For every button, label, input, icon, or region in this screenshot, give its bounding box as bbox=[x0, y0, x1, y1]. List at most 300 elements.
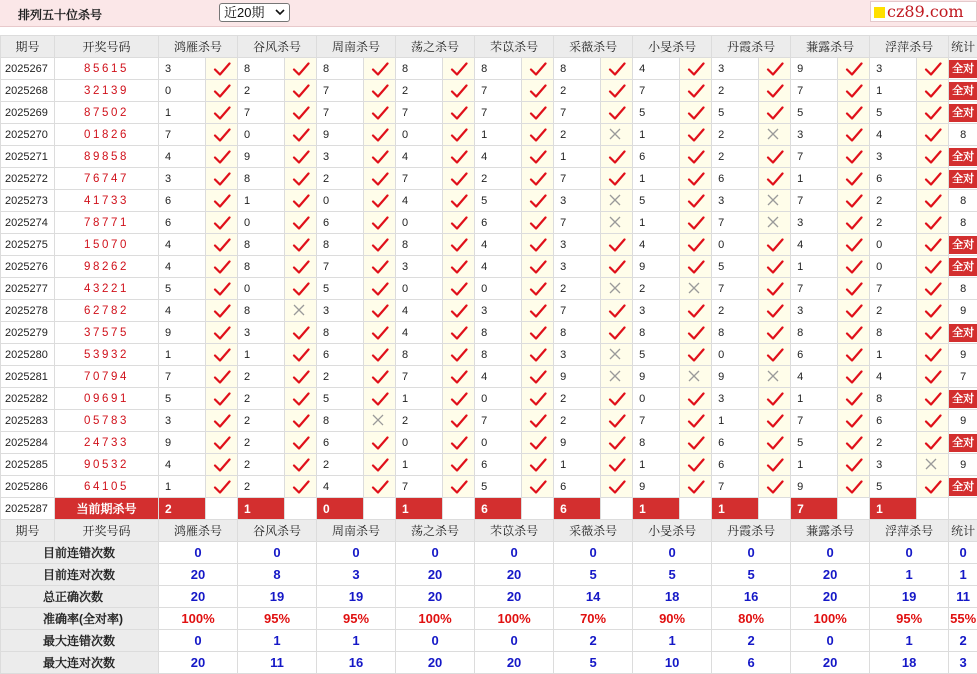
stats-value: 0 bbox=[396, 542, 475, 564]
kill-value: 6 bbox=[870, 410, 917, 432]
kill-value: 2 bbox=[870, 432, 917, 454]
check-icon bbox=[838, 80, 870, 102]
kill-value: 4 bbox=[159, 146, 206, 168]
check-icon bbox=[206, 410, 238, 432]
stats-value: 0 bbox=[159, 630, 238, 652]
stats-value: 5 bbox=[554, 564, 633, 586]
check-icon bbox=[522, 300, 554, 322]
check-icon bbox=[522, 168, 554, 190]
check-icon bbox=[680, 344, 712, 366]
table-row bbox=[1, 322, 977, 344]
draw-number: 41733 bbox=[55, 190, 159, 212]
draw-number: 76747 bbox=[55, 168, 159, 190]
check-icon bbox=[522, 476, 554, 498]
current-kill-blank bbox=[601, 498, 633, 520]
kill-value: 1 bbox=[791, 168, 838, 190]
stats-total: 3 bbox=[949, 652, 977, 674]
all-correct-badge: 全对 bbox=[949, 170, 977, 188]
check-icon bbox=[206, 124, 238, 146]
kill-value: 0 bbox=[238, 278, 285, 300]
check-icon bbox=[285, 80, 317, 102]
kill-value: 9 bbox=[554, 366, 601, 388]
kill-value: 2 bbox=[238, 366, 285, 388]
kill-value: 3 bbox=[159, 410, 206, 432]
kill-value: 8 bbox=[554, 58, 601, 80]
table-row bbox=[1, 190, 977, 212]
current-kill-blank bbox=[838, 498, 870, 520]
kill-value: 0 bbox=[396, 432, 443, 454]
check-icon bbox=[522, 234, 554, 256]
check-icon bbox=[917, 388, 949, 410]
kill-value: 2 bbox=[238, 388, 285, 410]
column-header: 周南杀号 bbox=[317, 36, 396, 58]
draw-number: 05783 bbox=[55, 410, 159, 432]
kill-value: 2 bbox=[396, 410, 443, 432]
check-icon bbox=[917, 168, 949, 190]
draw-number: 37575 bbox=[55, 322, 159, 344]
kill-value: 4 bbox=[475, 366, 522, 388]
stats-value: 18 bbox=[870, 652, 949, 674]
kill-value: 6 bbox=[712, 168, 759, 190]
kill-value: 3 bbox=[396, 256, 443, 278]
stats-value: 95% bbox=[317, 608, 396, 630]
current-kill-value: 6 bbox=[475, 498, 522, 520]
stats-value: 19 bbox=[317, 586, 396, 608]
kill-value: 7 bbox=[238, 102, 285, 124]
stats-label: 准确率(全对率) bbox=[1, 608, 159, 630]
stats-value: 20 bbox=[159, 586, 238, 608]
cross-icon bbox=[601, 190, 633, 212]
stats-total: 2 bbox=[949, 630, 977, 652]
issue-number: 2025277 bbox=[1, 278, 55, 300]
check-icon bbox=[601, 102, 633, 124]
kill-value: 4 bbox=[396, 322, 443, 344]
check-icon bbox=[680, 476, 712, 498]
kill-value: 8 bbox=[238, 300, 285, 322]
kill-value: 9 bbox=[633, 476, 680, 498]
stats-value: 20 bbox=[475, 564, 554, 586]
kill-value: 7 bbox=[554, 168, 601, 190]
kill-value: 3 bbox=[554, 190, 601, 212]
all-correct-badge: 全对 bbox=[949, 434, 977, 452]
kill-value: 3 bbox=[317, 146, 364, 168]
check-icon bbox=[759, 454, 791, 476]
chevron-down-icon bbox=[275, 4, 285, 27]
kill-value: 2 bbox=[238, 476, 285, 498]
check-icon bbox=[680, 256, 712, 278]
check-icon bbox=[522, 344, 554, 366]
kill-value: 1 bbox=[791, 256, 838, 278]
check-icon bbox=[680, 300, 712, 322]
check-icon bbox=[917, 344, 949, 366]
kill-value: 6 bbox=[712, 454, 759, 476]
check-icon bbox=[206, 80, 238, 102]
current-kill-blank bbox=[364, 498, 396, 520]
stats-value: 14 bbox=[554, 586, 633, 608]
current-kill-value: 2 bbox=[159, 498, 206, 520]
kill-value: 5 bbox=[633, 102, 680, 124]
check-icon bbox=[522, 80, 554, 102]
check-icon bbox=[522, 190, 554, 212]
stats-value: 20 bbox=[791, 652, 870, 674]
draw-number: 09691 bbox=[55, 388, 159, 410]
check-icon bbox=[601, 146, 633, 168]
check-icon bbox=[601, 80, 633, 102]
check-icon bbox=[206, 278, 238, 300]
draw-number: 62782 bbox=[55, 300, 159, 322]
draw-number: 78771 bbox=[55, 212, 159, 234]
kill-value: 5 bbox=[475, 476, 522, 498]
check-icon bbox=[838, 168, 870, 190]
stats-value: 3 bbox=[317, 564, 396, 586]
check-icon bbox=[917, 432, 949, 454]
kill-value: 2 bbox=[554, 410, 601, 432]
period-select[interactable] bbox=[219, 3, 290, 22]
current-kill-value: 6 bbox=[554, 498, 601, 520]
cross-icon bbox=[601, 278, 633, 300]
check-icon bbox=[838, 410, 870, 432]
check-icon bbox=[838, 366, 870, 388]
kill-value: 6 bbox=[712, 432, 759, 454]
kill-value: 2 bbox=[317, 454, 364, 476]
kill-value: 7 bbox=[791, 146, 838, 168]
row-stat: 9 bbox=[949, 454, 977, 476]
row-stat: 8 bbox=[949, 212, 977, 234]
kill-value: 1 bbox=[633, 124, 680, 146]
stats-value: 100% bbox=[475, 608, 554, 630]
check-icon bbox=[917, 476, 949, 498]
kill-value: 2 bbox=[712, 80, 759, 102]
kill-value: 4 bbox=[159, 454, 206, 476]
issue-number: 2025278 bbox=[1, 300, 55, 322]
current-kill-blank bbox=[443, 498, 475, 520]
column-header: 采薇杀号 bbox=[554, 520, 633, 542]
column-header: 采薇杀号 bbox=[554, 36, 633, 58]
check-icon bbox=[680, 388, 712, 410]
kill-value: 3 bbox=[791, 300, 838, 322]
stats-label: 最大连错次数 bbox=[1, 630, 159, 652]
kill-value: 4 bbox=[633, 234, 680, 256]
issue-number: 2025282 bbox=[1, 388, 55, 410]
stats-row bbox=[1, 608, 977, 630]
check-icon bbox=[601, 58, 633, 80]
stats-value: 20 bbox=[791, 586, 870, 608]
kill-value: 7 bbox=[396, 366, 443, 388]
kill-value: 8 bbox=[317, 58, 364, 80]
draw-number: 01826 bbox=[55, 124, 159, 146]
kill-value: 4 bbox=[317, 476, 364, 498]
check-icon bbox=[680, 432, 712, 454]
kill-value: 1 bbox=[159, 476, 206, 498]
stats-value: 5 bbox=[633, 564, 712, 586]
kill-value: 6 bbox=[317, 432, 364, 454]
check-icon bbox=[917, 366, 949, 388]
kill-value: 7 bbox=[554, 300, 601, 322]
check-icon bbox=[443, 256, 475, 278]
cross-icon bbox=[601, 344, 633, 366]
table-row bbox=[1, 168, 977, 190]
check-icon bbox=[680, 80, 712, 102]
check-icon bbox=[759, 476, 791, 498]
all-correct-badge: 全对 bbox=[949, 104, 977, 122]
column-header: 谷风杀号 bbox=[238, 36, 317, 58]
row-stat bbox=[949, 80, 977, 102]
check-icon bbox=[364, 366, 396, 388]
kill-value: 0 bbox=[159, 80, 206, 102]
check-icon bbox=[601, 300, 633, 322]
kill-value: 8 bbox=[791, 322, 838, 344]
stats-row bbox=[1, 564, 977, 586]
logo-square-icon bbox=[874, 7, 885, 18]
check-icon bbox=[285, 58, 317, 80]
check-icon bbox=[680, 410, 712, 432]
kill-value: 7 bbox=[396, 102, 443, 124]
kill-value: 6 bbox=[475, 454, 522, 476]
kill-value: 1 bbox=[554, 146, 601, 168]
kill-value: 1 bbox=[238, 344, 285, 366]
kill-value: 7 bbox=[317, 102, 364, 124]
check-icon bbox=[364, 58, 396, 80]
check-icon bbox=[285, 410, 317, 432]
issue-number: 2025275 bbox=[1, 234, 55, 256]
kill-value: 7 bbox=[317, 80, 364, 102]
check-icon bbox=[443, 146, 475, 168]
row-stat bbox=[949, 234, 977, 256]
table-row bbox=[1, 300, 977, 322]
kill-value: 4 bbox=[475, 256, 522, 278]
check-icon bbox=[206, 102, 238, 124]
check-icon bbox=[838, 234, 870, 256]
check-icon bbox=[364, 256, 396, 278]
check-icon bbox=[364, 212, 396, 234]
check-icon bbox=[285, 322, 317, 344]
check-icon bbox=[443, 124, 475, 146]
check-icon bbox=[206, 256, 238, 278]
column-header: 小旻杀号 bbox=[633, 520, 712, 542]
check-icon bbox=[917, 190, 949, 212]
kill-value: 3 bbox=[554, 344, 601, 366]
brand-logo[interactable] bbox=[870, 1, 977, 22]
check-icon bbox=[522, 212, 554, 234]
stats-value: 16 bbox=[712, 586, 791, 608]
table-row bbox=[1, 344, 977, 366]
check-icon bbox=[206, 234, 238, 256]
kill-value: 5 bbox=[317, 278, 364, 300]
check-icon bbox=[601, 388, 633, 410]
kill-value: 4 bbox=[870, 124, 917, 146]
kill-value: 2 bbox=[238, 80, 285, 102]
kill-value: 7 bbox=[554, 212, 601, 234]
cross-icon bbox=[601, 366, 633, 388]
check-icon bbox=[206, 432, 238, 454]
check-icon bbox=[680, 58, 712, 80]
kill-value: 4 bbox=[159, 256, 206, 278]
kill-value: 4 bbox=[633, 58, 680, 80]
kill-value: 2 bbox=[317, 366, 364, 388]
kill-value: 9 bbox=[159, 432, 206, 454]
check-icon bbox=[759, 168, 791, 190]
table-row bbox=[1, 58, 977, 80]
kill-value: 1 bbox=[870, 80, 917, 102]
check-icon bbox=[759, 410, 791, 432]
check-icon bbox=[917, 80, 949, 102]
column-header: 期号 bbox=[1, 36, 55, 58]
cross-icon bbox=[759, 190, 791, 212]
issue-number: 2025276 bbox=[1, 256, 55, 278]
check-icon bbox=[285, 124, 317, 146]
kill-value: 6 bbox=[633, 146, 680, 168]
check-icon bbox=[364, 278, 396, 300]
stats-total: 0 bbox=[949, 542, 977, 564]
column-header: 蒹露杀号 bbox=[791, 520, 870, 542]
check-icon bbox=[838, 476, 870, 498]
kill-value: 4 bbox=[159, 234, 206, 256]
kill-value: 9 bbox=[554, 432, 601, 454]
check-icon bbox=[443, 58, 475, 80]
table-row bbox=[1, 124, 977, 146]
check-icon bbox=[838, 454, 870, 476]
check-icon bbox=[443, 190, 475, 212]
kill-value: 3 bbox=[870, 454, 917, 476]
stats-total: 11 bbox=[949, 586, 977, 608]
issue-number: 2025268 bbox=[1, 80, 55, 102]
current-kill-label: 当前期杀号 bbox=[55, 498, 159, 520]
kill-value: 9 bbox=[238, 146, 285, 168]
check-icon bbox=[680, 234, 712, 256]
current-kill-blank bbox=[285, 498, 317, 520]
kill-value: 1 bbox=[554, 454, 601, 476]
kill-value: 4 bbox=[475, 146, 522, 168]
row-stat bbox=[949, 168, 977, 190]
kill-value: 7 bbox=[791, 190, 838, 212]
kill-value: 0 bbox=[712, 234, 759, 256]
issue-number: 2025286 bbox=[1, 476, 55, 498]
issue-number: 2025280 bbox=[1, 344, 55, 366]
column-header: 鸿雁杀号 bbox=[159, 520, 238, 542]
check-icon bbox=[917, 322, 949, 344]
kill-value: 5 bbox=[633, 344, 680, 366]
kill-value: 2 bbox=[712, 146, 759, 168]
kill-value: 5 bbox=[712, 256, 759, 278]
kill-value: 9 bbox=[633, 256, 680, 278]
kill-value: 3 bbox=[554, 256, 601, 278]
kill-value: 3 bbox=[633, 300, 680, 322]
stats-value: 20 bbox=[396, 564, 475, 586]
kill-value: 6 bbox=[791, 344, 838, 366]
kill-value: 2 bbox=[238, 410, 285, 432]
check-icon bbox=[443, 278, 475, 300]
stats-value: 5 bbox=[712, 564, 791, 586]
column-header: 鸿雁杀号 bbox=[159, 36, 238, 58]
stats-value: 1 bbox=[317, 630, 396, 652]
kill-value: 8 bbox=[554, 322, 601, 344]
kill-value: 9 bbox=[159, 322, 206, 344]
draw-number: 32139 bbox=[55, 80, 159, 102]
check-icon bbox=[522, 454, 554, 476]
kill-value: 6 bbox=[317, 344, 364, 366]
check-icon bbox=[838, 278, 870, 300]
row-stat: 8 bbox=[949, 278, 977, 300]
check-icon bbox=[838, 300, 870, 322]
kill-value: 3 bbox=[712, 58, 759, 80]
kill-value: 1 bbox=[791, 454, 838, 476]
kill-value: 1 bbox=[633, 168, 680, 190]
stats-value: 100% bbox=[159, 608, 238, 630]
kill-value: 7 bbox=[712, 212, 759, 234]
check-icon bbox=[522, 58, 554, 80]
stats-value: 0 bbox=[396, 630, 475, 652]
stats-row bbox=[1, 586, 977, 608]
table-footer-header-row bbox=[1, 520, 977, 542]
check-icon bbox=[285, 388, 317, 410]
check-icon bbox=[285, 168, 317, 190]
kill-value: 8 bbox=[238, 58, 285, 80]
kill-value: 3 bbox=[317, 300, 364, 322]
kill-value: 2 bbox=[554, 278, 601, 300]
kill-value: 1 bbox=[238, 190, 285, 212]
column-header: 统计 bbox=[949, 520, 977, 542]
check-icon bbox=[364, 146, 396, 168]
check-icon bbox=[364, 344, 396, 366]
stats-value: 2 bbox=[554, 630, 633, 652]
kill-value: 1 bbox=[475, 124, 522, 146]
row-stat bbox=[949, 102, 977, 124]
check-icon bbox=[364, 300, 396, 322]
check-icon bbox=[206, 190, 238, 212]
check-icon bbox=[680, 168, 712, 190]
check-icon bbox=[759, 80, 791, 102]
current-kill-value: 0 bbox=[317, 498, 364, 520]
kill-value: 7 bbox=[396, 476, 443, 498]
row-stat: 9 bbox=[949, 300, 977, 322]
current-kill-blank bbox=[759, 498, 791, 520]
issue-number: 2025285 bbox=[1, 454, 55, 476]
check-icon bbox=[364, 432, 396, 454]
table-row bbox=[1, 366, 977, 388]
check-icon bbox=[285, 102, 317, 124]
table-row bbox=[1, 234, 977, 256]
kill-value: 1 bbox=[159, 344, 206, 366]
check-icon bbox=[522, 124, 554, 146]
check-icon bbox=[443, 234, 475, 256]
kill-value: 0 bbox=[475, 278, 522, 300]
check-icon bbox=[680, 102, 712, 124]
check-icon bbox=[443, 388, 475, 410]
current-kill-value: 1 bbox=[712, 498, 759, 520]
kill-value: 2 bbox=[712, 300, 759, 322]
kill-value: 4 bbox=[396, 146, 443, 168]
kill-value: 2 bbox=[475, 168, 522, 190]
stats-value: 90% bbox=[633, 608, 712, 630]
kill-value: 4 bbox=[396, 300, 443, 322]
check-icon bbox=[285, 366, 317, 388]
issue-number: 2025270 bbox=[1, 124, 55, 146]
check-icon bbox=[601, 476, 633, 498]
stats-value: 95% bbox=[870, 608, 949, 630]
kill-value: 7 bbox=[712, 476, 759, 498]
kill-value: 8 bbox=[870, 388, 917, 410]
stats-value: 0 bbox=[159, 542, 238, 564]
issue-number: 2025274 bbox=[1, 212, 55, 234]
kill-value: 0 bbox=[317, 190, 364, 212]
all-correct-badge: 全对 bbox=[949, 148, 977, 166]
stats-value: 0 bbox=[633, 542, 712, 564]
kill-value: 8 bbox=[317, 322, 364, 344]
check-icon bbox=[838, 190, 870, 212]
column-header: 开奖号码 bbox=[55, 520, 159, 542]
kill-value: 7 bbox=[870, 278, 917, 300]
current-period-row bbox=[1, 498, 977, 520]
